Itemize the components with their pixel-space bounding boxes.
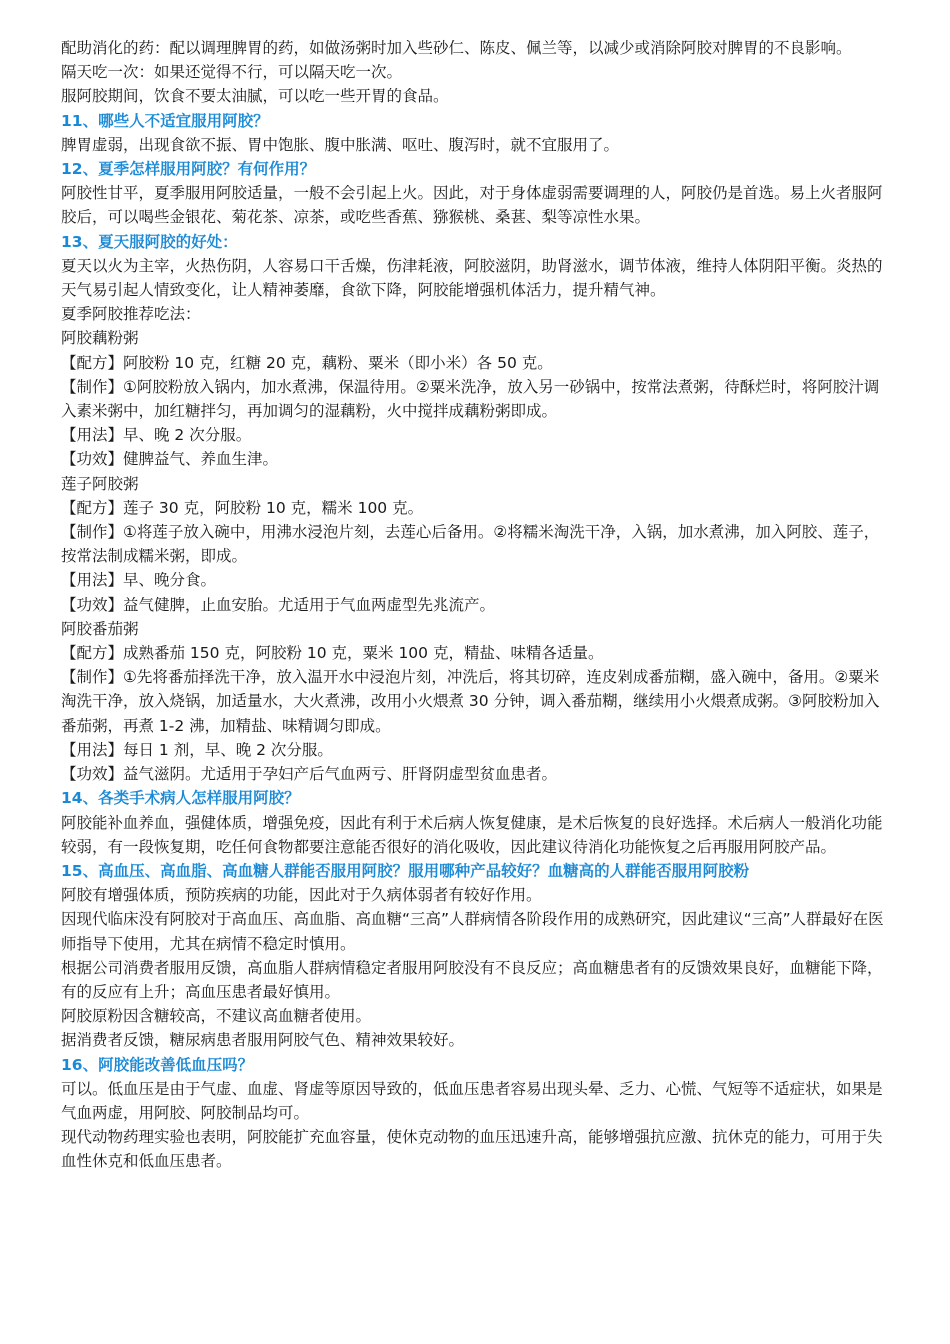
body-paragraph: 阿胶藕粉粥: [61, 329, 139, 348]
body-paragraph: 莲子阿胶粥: [61, 474, 139, 493]
body-paragraph: 阿胶有增强体质，预防疾病的功能，因此对于久病体弱者有较好作用。: [61, 886, 542, 905]
body-paragraph: 【用法】早、晚分食。: [61, 571, 217, 590]
body-paragraph: 【配方】莲子 30 克，阿胶粉 10 克，糯米 100 克。: [61, 498, 424, 517]
body-paragraph: 【功效】益气滋阴。尤适用于孕妇产后气血两亏、肝肾阴虚型贫血患者。: [61, 765, 558, 784]
body-paragraph: 【制作】①将莲子放入碗中，用沸水浸泡片刻，去莲心后备用。②将糯米淘洗干净，入锅，加水煮沸，加入阿胶、莲子，按常法制成糯米粥，即成。: [61, 523, 880, 566]
body-paragraph: 【配方】成熟番茄 150 克，阿胶粉 10 克，粟米 100 克，精盐、味精各适量。: [61, 644, 604, 663]
section-heading: 14、各类手术病人怎样服用阿胶？: [61, 789, 300, 808]
body-paragraph: 【功效】健脾益气、养血生津。: [61, 450, 279, 469]
body-paragraph: 夏天以火为主宰，火热伤阴，人容易口干舌燥，伤津耗液，阿胶滋阴，助肾滋水，调节体液，维持人体阴阳平衡。炎热的天气易引起人情致变化，让人精神萎靡，食欲下降，阿胶能增强机体活力，提升精气神。: [61, 256, 883, 300]
body-paragraph: 可以。低血压是由于气虚、血虚、肾虚等原因导致的，低血压患者容易出现头晕、乏力、心慌、气短等不适症状，如果是气血两虚，用阿胶、阿胶制品均可。: [61, 1079, 883, 1122]
body-paragraph: 阿胶原粉因含糖较高，不建议高血糖者使用。: [61, 1007, 372, 1026]
body-paragraph: 阿胶性甘平，夏季服用阿胶适量，一般不会引起上火。因此，对于身体虚弱需要调理的人，阿胶仍是首选。易上火者服阿胶后，可以喝些金银花、菊花茶、凉茶，或吃些香蕉、猕猴桃、桑葚、梨等凉性水果。: [61, 184, 883, 227]
body-paragraph: 配助消化的药：配以调理脾胃的药，如做汤粥时加入些砂仁、陈皮、佩兰等，以减少或消除阿胶对脾胃的不良影响。: [61, 39, 852, 57]
body-paragraph: 现代动物药理实验也表明，阿胶能扩充血容量，使休克动物的血压迅速升高，能够增强抗应激、抗休克的能力，可用于失血性休克和低血压患者。: [61, 1128, 883, 1171]
body-paragraph: 阿胶番茄粥: [61, 619, 139, 638]
body-paragraph: 据消费者反馈，糖尿病患者服用阿胶气色、精神效果较好。: [61, 1031, 465, 1050]
body-paragraph: 夏季阿胶推荐吃法：: [61, 305, 201, 324]
body-paragraph: 【配方】阿胶粉 10 克，红糖 20 克，藕粉、粟米（即小米）各 50 克。: [61, 353, 553, 372]
body-paragraph: 【制作】①阿胶粉放入锅内，加水煮沸，保温待用。②粟米洗净，放入另一砂锅中，按常法煮粥，待酥烂时，将阿胶汁调入素米粥中，加红糖拌匀，再加调匀的湿藕粉，火中搅拌成藕粉粥即成。: [61, 377, 880, 421]
section-heading: 12、夏季怎样服用阿胶？有何作用？: [61, 160, 316, 179]
section-heading: 16、阿胶能改善低血压吗？: [61, 1055, 254, 1074]
body-paragraph: 因现代临床没有阿胶对于高血压、高血脂、高血糖“三高”人群病情各阶段作用的成熟研究，因此建议“三高”人群最好在医师指导下使用，尤其在病情不稳定时慎用。: [61, 910, 884, 953]
section-heading: 11、哪些人不适宜服用阿胶？: [61, 111, 269, 130]
body-paragraph: 【制作】①先将番茄择洗干净，放入温开水中浸泡片刻，冲洗后，将其切碎，连皮剁成番茄糊，盛入碗中，备用。②粟米淘洗干净，放入烧锅，加适量水，大火煮沸，改用小火煨煮 30 分钟，调入番茄糊，继续用小火煨煮成粥。③阿胶粉加入番茄粥，再煮 1-2 沸，加精盐、味精调匀即成。: [61, 668, 880, 735]
body-paragraph: 服阿胶期间，饮食不要太油腻，可以吃一些开胃的食品。: [61, 87, 449, 106]
body-paragraph: 【用法】每日 1 剂，早、晚 2 次分服。: [61, 740, 333, 759]
body-paragraph: 隔天吃一次：如果还觉得不行，可以隔天吃一次。: [61, 63, 403, 82]
body-paragraph: 脾胃虚弱，出现食欲不振、胃中饱胀、腹中胀满、呕吐、腹泻时，就不宜服用了。: [61, 135, 620, 154]
body-paragraph: 根据公司消费者服用反馈，高血脂人群病情稳定者服用阿胶没有不良反应；高血糖患者有的反馈效果良好，血糖能下降，有的反应有上升；高血压患者最好慎用。: [61, 958, 883, 1001]
body-paragraph: 【功效】益气健脾，止血安胎。尤适用于气血两虚型先兆流产。: [61, 595, 496, 614]
section-heading: 15、高血压、高血脂、高血糖人群能否服用阿胶？服用哪种产品较好？血糖高的人群能否服用阿胶粉: [61, 861, 750, 880]
body-paragraph: 阿胶能补血养血，强健体质，增强免疫，因此有利于术后病人恢复健康，是术后恢复的良好选择。术后病人一般消化功能较弱，有一段恢复期，吃任何食物都要注意能否很好的消化吸收，因此建议待消化功能恢复之后再服用阿胶产品。: [61, 813, 883, 856]
body-paragraph: 【用法】早、晚 2 次分服。: [61, 426, 252, 445]
section-heading: 13、夏天服阿胶的好处：: [61, 232, 238, 251]
